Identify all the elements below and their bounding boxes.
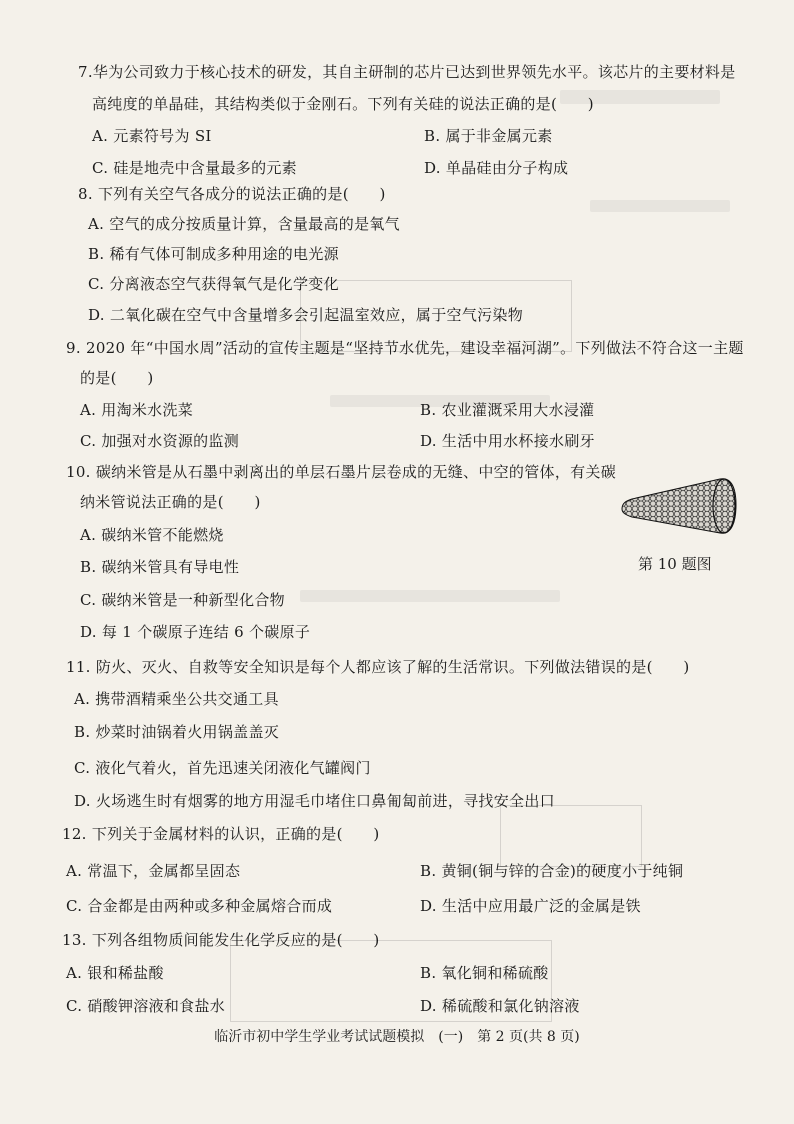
question-12-option-c: C. 合金都是由两种或多种金属熔合而成	[66, 897, 333, 915]
question-7-option-a: A. 元素符号为 SI	[92, 127, 212, 145]
question-7-option-d: D. 单晶硅由分子构成	[424, 159, 569, 177]
question-8-option-d: D. 二氧化碳在空气中含量增多会引起温室效应，属于空气污染物	[88, 306, 524, 324]
question-12-option-d: D. 生活中应用最广泛的金属是铁	[420, 897, 641, 915]
question-11-option-a: A. 携带酒精乘坐公共交通工具	[74, 690, 279, 708]
figure-caption: 第 10 题图	[638, 555, 712, 573]
question-7-stem-line-1: 7.华为公司致力于核心技术的研发，其自主研制的芯片已达到世界领先水平。该芯片的主要材料是	[78, 63, 736, 81]
question-11-option-d: D. 火场逃生时有烟雾的地方用湿毛巾堵住口鼻匍匐前进，寻找安全出口	[74, 792, 555, 810]
question-9-option-a: A. 用淘米水洗菜	[80, 401, 194, 419]
bleed-through-mark	[590, 200, 730, 212]
question-11-option-c: C. 液化气着火，首先迅速关闭液化气罐阀门	[74, 759, 371, 777]
question-7-option-b: B. 属于非金属元素	[424, 127, 553, 145]
question-10-stem-line-1: 10. 碳纳米管是从石墨中剥离出的单层石墨片层卷成的无缝、中空的管体，有关碳	[66, 463, 617, 481]
bleed-through-box	[500, 805, 642, 867]
question-13-option-b: B. 氧化铜和稀硫酸	[420, 964, 549, 982]
question-12-option-b: B. 黄铜(铜与锌的合金)的硬度小于纯铜	[420, 862, 684, 880]
question-8-option-b: B. 稀有气体可制成多种用途的电光源	[88, 245, 339, 263]
question-12-option-a: A. 常温下，金属都呈固态	[66, 862, 241, 880]
question-7-option-c: C. 硅是地壳中含量最多的元素	[92, 159, 297, 177]
question-13-stem: 13. 下列各组物质间能发生化学反应的是( )	[62, 931, 380, 949]
question-13-option-d: D. 稀硫酸和氯化钠溶液	[420, 997, 580, 1015]
question-13-option-c: C. 硝酸钾溶液和食盐水	[66, 997, 226, 1015]
carbon-nanotube-figure	[620, 475, 738, 541]
question-11-stem: 11. 防火、灭火、自救等安全知识是每个人都应该了解的生活常识。下列做法错误的是( )	[66, 658, 690, 676]
question-9-option-d: D. 生活中用水杯接水刷牙	[420, 432, 595, 450]
question-10-stem-line-2: 纳米管说法正确的是( )	[80, 493, 261, 511]
question-7-stem-line-2: 高纯度的单晶硅，其结构类似于金刚石。下列有关硅的说法正确的是( )	[92, 95, 594, 113]
question-9-option-c: C. 加强对水资源的监测	[80, 432, 240, 450]
question-12-stem: 12. 下列关于金属材料的认识，正确的是( )	[62, 825, 380, 843]
question-8-option-c: C. 分离液态空气获得氧气是化学变化	[88, 275, 339, 293]
question-10-option-b: B. 碳纳米管具有导电性	[80, 558, 240, 576]
bleed-through-mark	[300, 590, 560, 602]
page-footer: 临沂市初中学生学业考试试题模拟 (一) 第 2 页(共 8 页)	[214, 1029, 580, 1045]
question-9-stem-line-1: 9. 2020 年“中国水周”活动的宣传主题是“坚持节水优先，建设幸福河湖”。下列做法不符合这一主题	[66, 339, 744, 357]
question-8-stem: 8. 下列有关空气各成分的说法正确的是( )	[78, 185, 386, 203]
question-13-option-a: A. 银和稀盐酸	[66, 964, 164, 982]
question-9-option-b: B. 农业灌溉采用大水浸灌	[420, 401, 595, 419]
question-10-option-d: D. 每 1 个碳原子连结 6 个碳原子	[80, 623, 311, 641]
question-8-option-a: A. 空气的成分按质量计算，含量最高的是氧气	[88, 215, 400, 233]
question-10-option-a: A. 碳纳米管不能燃烧	[80, 526, 224, 544]
question-10-option-c: C. 碳纳米管是一种新型化合物	[80, 591, 285, 609]
question-9-stem-line-2: 的是( )	[80, 369, 154, 387]
question-11-option-b: B. 炒菜时油锅着火用锅盖盖灭	[74, 723, 280, 741]
